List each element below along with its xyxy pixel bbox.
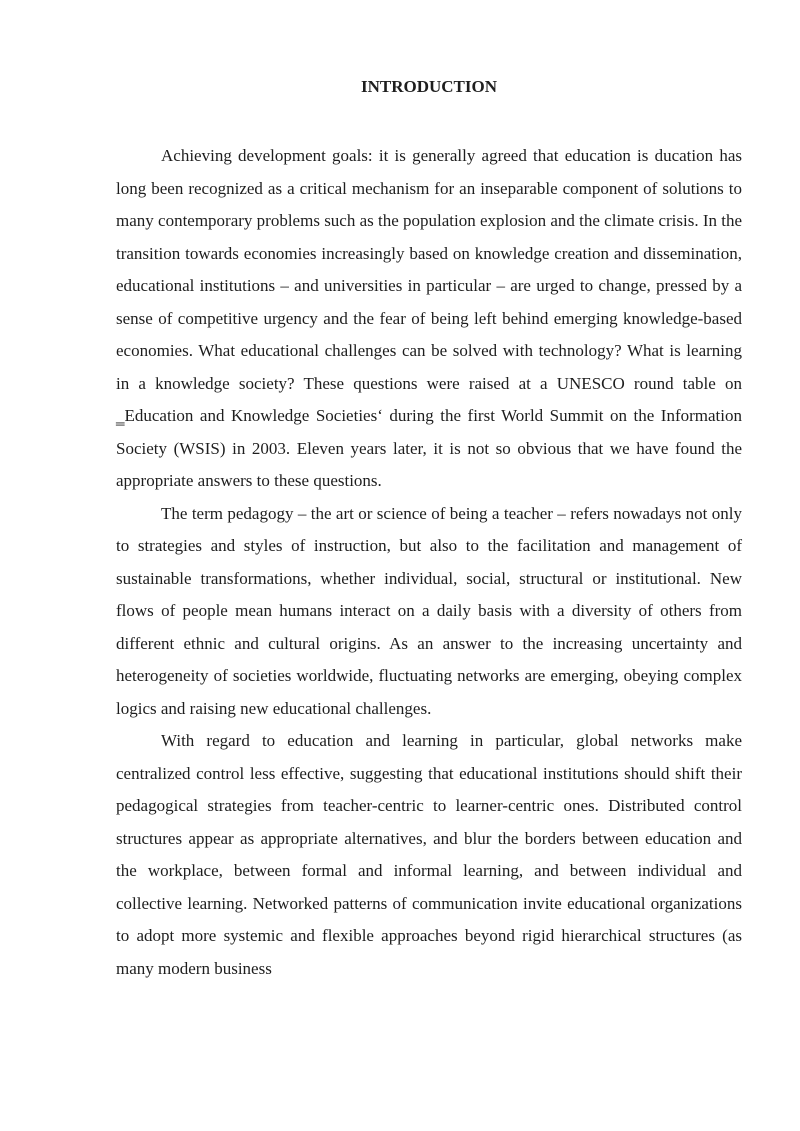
paragraph-1: Achieving development goals: it is generally agreed that education is ducation has long been recognized as a critical mechanism for an inseparable component of solutions to many contemporary problems such as the population explosion and the climate crisis. In the transition towards economies increasingly based on knowledge creation and dissemination, educational institutions – and universities in particular – are urged to change, pressed by a sense of competitive urgency and the fear of being left behind emerging knowledge-based economies. What educational challenges can be solved with technology? What is learning in a knowledge society? These questions were raised at a UNESCO round table on ‗Education and Knowledge Societies‘ during the first World Summit on the Information Society (WSIS) in 2003. Eleven years later, it is not so obvious that we have found the appropriate answers to these questions. xyxy=(116,146,743,490)
paragraph-3: With regard to education and learning in particular, global networks make centralized control less effective, suggesting that educational institutions should shift their pedagogical strategies from teacher-centric to learner-centric ones. Distributed control structures appear as appropriate alternatives, and blur the borders between education and the workplace, between formal and informal learning, and between individual and collective learning. Networked patterns of communication invite educational organizations to adopt more systemic and flexible approaches beyond rigid hierarchical structures (as many modern business xyxy=(116,731,742,978)
paragraph-2: The term pedagogy – the art or science of being a teacher – refers nowadays not only to strategies and styles of instruction, but also to the facilitation and management of sustainable transformations, whether individual, social, structural or institutional. New flows of people mean humans interact on a daily basis with a diversity of others from different ethnic and cultural origins. As an answer to the increasing uncertainty and heterogeneity of societies worldwide, fluctuating networks are emerging, obeying complex logics and raising new educational challenges. xyxy=(116,503,742,718)
page-title: INTRODUCTION xyxy=(360,77,498,96)
